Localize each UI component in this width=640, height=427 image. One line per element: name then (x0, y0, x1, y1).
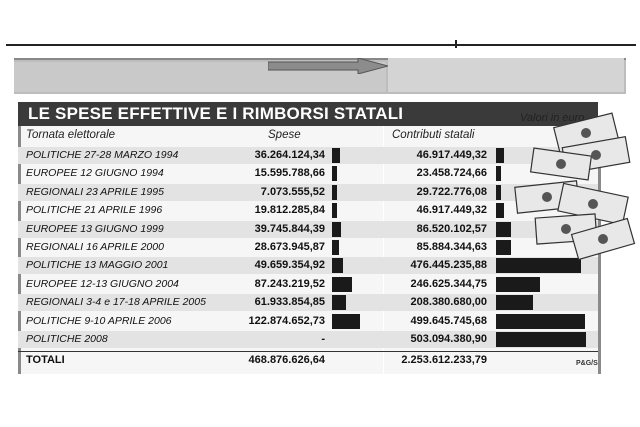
spese-bar (332, 203, 337, 218)
row-label: EUROPEE 12-13 GIUGNO 2004 (26, 277, 179, 290)
spese-value: 61.933.854,85 (254, 296, 325, 309)
contributi-bar (496, 240, 511, 255)
spese-bar (332, 277, 352, 292)
spese-bar (332, 148, 340, 163)
header-contributi: Contributi statali (392, 129, 475, 141)
contributi-bar (496, 332, 586, 347)
header-spese: Spese (268, 129, 301, 141)
row-label: EUROPEE 13 GIUGNO 1999 (26, 222, 164, 235)
contributi-value: 85.884.344,63 (416, 241, 487, 253)
row-label: EUROPEE 12 GIUGNO 1994 (26, 167, 164, 180)
contributi-value: 246.625.344,75 (410, 277, 487, 290)
units-label: Valori in euro (520, 112, 585, 124)
top-rule-tick (455, 40, 457, 48)
spese-value: 7.073.555,52 (260, 185, 325, 198)
spese-value: 36.264.124,34 (254, 149, 325, 161)
row-label: REGIONALI 3-4 e 17-18 APRILE 2005 (26, 296, 206, 309)
contributi-value: 46.917.449,32 (416, 204, 487, 217)
header-tornata: Tornata elettorale (26, 129, 116, 141)
contributi-bar (496, 277, 540, 292)
contributi-value: 476.445.235,88 (410, 259, 487, 272)
spese-value: 39.745.844,39 (254, 222, 325, 235)
spese-value: - (321, 333, 325, 345)
top-rule (6, 44, 636, 46)
row-label: POLITICHE 2008 (26, 333, 108, 345)
contributi-bar (496, 203, 504, 218)
contributi-value: 46.917.449,32 (416, 149, 487, 161)
comparison-arrow-icon (268, 58, 388, 74)
row-label: REGIONALI 23 APRILE 1995 (26, 185, 164, 198)
contributi-value: 86.520.102,57 (416, 222, 487, 235)
contributi-value: 29.722.776,08 (416, 185, 487, 198)
spese-value: 87.243.219,52 (254, 277, 325, 290)
row-label: POLITICHE 21 APRILE 1996 (26, 204, 163, 217)
spese-value: 15.595.788,66 (254, 167, 325, 180)
contributi-value: 503.094.380,90 (410, 333, 487, 345)
contributi-value: 23.458.724,66 (416, 167, 487, 180)
spese-bar (332, 258, 343, 273)
totals-label: TOTALI (26, 354, 65, 367)
banknotes-icon (512, 112, 636, 262)
spese-value: 19.812.285,84 (254, 204, 325, 217)
totals-contributi: 2.253.612.233,79 (401, 354, 487, 367)
totals-spese: 468.876.626,64 (248, 354, 325, 367)
spese-bar (332, 314, 360, 329)
contributi-value: 499.645.745,68 (410, 314, 487, 327)
contributi-value: 208.380.680,00 (410, 296, 487, 309)
spese-value: 49.659.354,92 (254, 259, 325, 272)
row-label: POLITICHE 13 MAGGIO 2001 (26, 259, 169, 272)
spese-value: 122.874.652,73 (248, 314, 325, 327)
contributi-bar (496, 222, 511, 237)
spese-bar (332, 222, 341, 237)
chart-title: LE SPESE EFFETTIVE E I RIMBORSI STATALI (28, 104, 404, 123)
spese-value: 28.673.945,87 (254, 241, 325, 253)
spese-bar (332, 295, 346, 310)
credit-label: P&G/S (576, 360, 598, 367)
contributi-bar (496, 314, 585, 329)
spese-bar (332, 166, 337, 181)
row-label: POLITICHE 27-28 MARZO 1994 (26, 149, 179, 161)
header-roof-right (388, 58, 624, 92)
spese-bar (332, 240, 339, 255)
contributi-bar (496, 295, 533, 310)
contributi-bar (496, 185, 501, 200)
contributi-bar (496, 148, 504, 163)
row-label: REGIONALI 16 APRILE 2000 (26, 241, 164, 253)
row-label: POLITICHE 9-10 APRILE 2006 (26, 314, 172, 327)
spese-bar (332, 185, 337, 200)
contributi-bar (496, 166, 501, 181)
